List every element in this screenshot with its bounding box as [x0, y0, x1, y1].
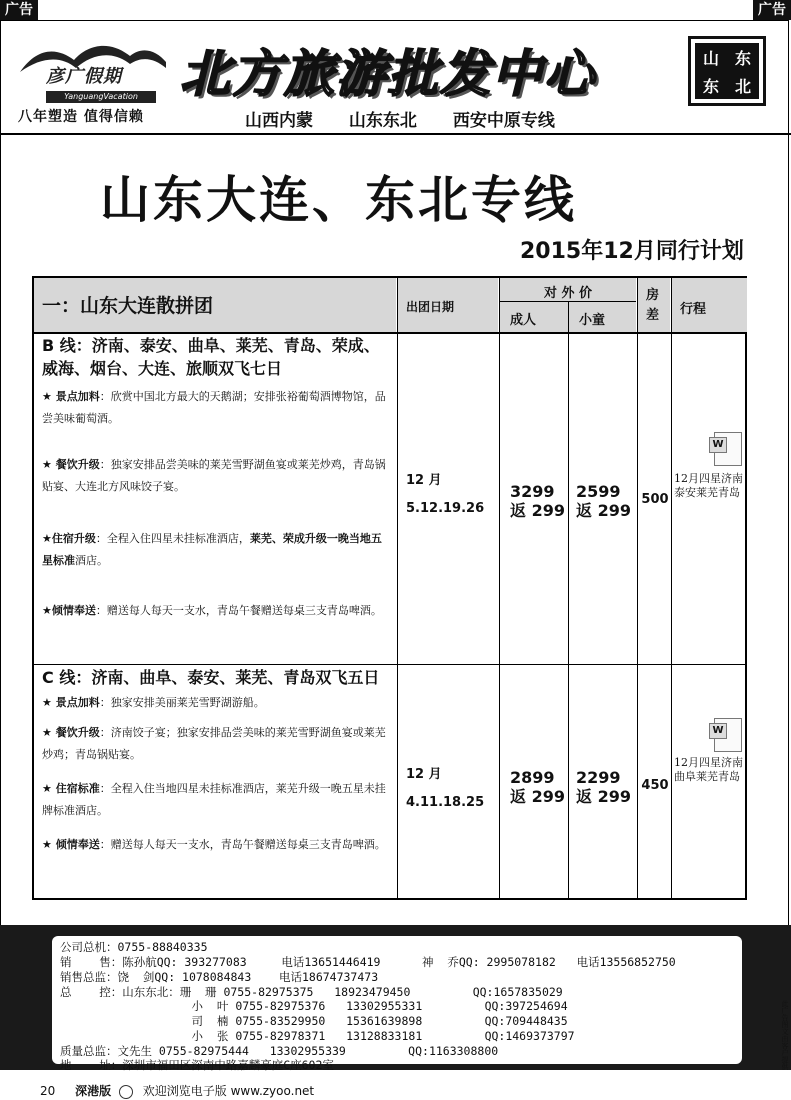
- route-c-feature-1: [42, 692, 390, 714]
- brand-routes: [245, 106, 581, 131]
- section-title: 一：山东大连散拼团: [42, 295, 214, 317]
- stamp-char-4: 北: [734, 76, 751, 96]
- route-c-feature-4-text: ：赠送每人每天一支水，青岛午餐赠送每桌三支青岛啤酒。: [99, 838, 386, 851]
- contact-line-2: 销 售：陈孙航QQ: 393277083 电话13651446419 神 乔QQ: 2995078182 电话13556852750: [60, 955, 676, 969]
- route-c-doc-icon[interactable]: W: [714, 718, 742, 752]
- col-diff-header: 房差: [646, 288, 660, 323]
- col-adult-header: 成人: [510, 313, 537, 328]
- company-logo: [18, 38, 168, 106]
- logo-english-name: YanguangVacation: [46, 91, 156, 103]
- edition-label: 深港版: [75, 1084, 112, 1098]
- route-c-room-diff: 450: [641, 778, 669, 793]
- brand-title: 北方旅游批发中心: [180, 45, 596, 103]
- col-line-3: [568, 301, 569, 898]
- route-c-feature-1-text: ：独家安排美丽莱芜雪野湖游船。: [99, 696, 265, 709]
- route-b-room-diff: 500: [641, 492, 669, 507]
- brand-route-2: 山东东北: [348, 111, 417, 131]
- route-c-name: C 线：济南、曲阜、泰安、莱芜、青岛双飞五日: [42, 668, 380, 687]
- route-c-adult-price: 2899: [510, 768, 555, 787]
- route-c-child-rebate: 返 299: [576, 787, 631, 806]
- route-c-month: 12 月: [406, 767, 442, 782]
- route-b-dates: 5.12.19.26: [406, 501, 485, 516]
- route-b-feature-3-tail: 酒店。: [75, 554, 108, 567]
- route-c-feature-3: [42, 778, 390, 822]
- main-title: 山东大连、东北专线: [100, 171, 577, 229]
- route-b-feature-2: [42, 454, 390, 498]
- ad-tag-left: 广告: [0, 0, 38, 20]
- route-c-feature-4-label: ★ 倾情奉送: [42, 838, 100, 851]
- ad-tag-right: 广告: [753, 0, 791, 20]
- col-child-header: 小童: [579, 313, 606, 328]
- route-c-feature-2-label: ★ 餐饮升级: [42, 726, 100, 739]
- route-b-child-price: 2599: [576, 482, 621, 501]
- col-line-5: [671, 278, 672, 898]
- stamp-char-3: 东: [702, 76, 719, 96]
- stamp-char-2: 东: [734, 48, 751, 68]
- col-line-1: [397, 278, 398, 898]
- route-table: [32, 276, 747, 900]
- route-b-feature-4-label: ★倾情奉送: [42, 604, 96, 617]
- stamp-char-1: 山: [702, 48, 719, 68]
- contact-line-3: 销售总监：饶 剑QQ: 1078084843 电话18674737473: [60, 970, 379, 984]
- route-c-adult-rebate: 返 299: [510, 787, 565, 806]
- slogan: 八年塑造 值得信赖: [18, 109, 144, 125]
- route-b-name: B 线：济南、泰安、曲阜、莱芜、青岛、荣成、威海、烟台、大连、旅顺双飞七日: [42, 336, 380, 378]
- col-price-header: 对 外 价: [543, 286, 593, 301]
- route-b-feature-3-highlight: 莱芜、荣成升级一晚当地五星标准: [42, 532, 382, 567]
- contact-line-8: 质量总监：文先生 0755-82975444 13302955339 QQ:1163308800: [60, 1044, 499, 1058]
- route-b-feature-1-text: ：欣赏中国北方最大的天鹅湖；安排张裕葡萄酒博物馆，品尝美味葡萄酒。: [42, 390, 386, 425]
- route-c-feature-3-text: ：全程入住当地四星未挂标准酒店，莱芜升级一晚五星未挂牌标准酒店。: [42, 782, 386, 817]
- col-line-2: [499, 278, 500, 898]
- route-b-month: 12 月: [406, 473, 442, 488]
- route-b-feature-3: [42, 528, 390, 572]
- route-b-adult-rebate: 返 299: [510, 501, 565, 520]
- route-b-feature-4: [42, 600, 390, 622]
- col-itinerary-header: 行程: [680, 302, 707, 317]
- side-note: 此广告图文由客户提供: [781, 1000, 789, 1070]
- page-number: 20: [40, 1084, 56, 1098]
- route-b-feature-2-label: ★ 餐饮升级: [42, 458, 100, 471]
- site-note[interactable]: 欢迎浏览电子版 www.zyoo.net: [142, 1084, 315, 1098]
- route-c-feature-2: [42, 722, 390, 766]
- contact-line-6: 司 楠 0755-83529950 15361639898 QQ:709448435: [60, 1014, 568, 1028]
- plan-title: 2015年12月同行计划: [520, 239, 744, 264]
- route-c-feature-4: [42, 834, 390, 856]
- route-b-itinerary-file[interactable]: 12月四星济南泰安莱芜青岛: [674, 472, 743, 499]
- route-b-doc-icon[interactable]: W: [714, 432, 742, 466]
- col-line-4: [637, 278, 638, 898]
- region-stamp: [688, 36, 766, 106]
- contact-line-9: 地 址：深圳市福田区深南中路嘉麟豪庭C座602室: [60, 1058, 334, 1072]
- route-b-feature-3-label: ★住宿升级: [42, 532, 96, 545]
- contact-line-7: 小 张 0755-82978371 13128833181 QQ:1469373797: [60, 1029, 575, 1043]
- route-c-feature-3-label: ★ 住宿标准: [42, 782, 100, 795]
- contact-line-5: 小 叶 0755-82975376 13302955331 QQ:397254694: [60, 999, 568, 1013]
- route-b-child-rebate: 返 299: [576, 501, 631, 520]
- route-c-dates: 4.11.18.25: [406, 795, 485, 810]
- top-bar: [0, 0, 791, 20]
- contact-line-1: 公司总机：0755-88840335: [60, 940, 208, 954]
- route-b-feature-1-label: ★ 景点加料: [42, 390, 100, 403]
- route-b-feature-4-text: ：赠送每人每天一支水，青岛午餐赠送每桌三支青岛啤酒。: [95, 604, 382, 617]
- edition-badge-icon: [119, 1085, 133, 1099]
- col-date-header: 出团日期: [406, 300, 455, 314]
- route-c-feature-1-label: ★ 景点加料: [42, 696, 100, 709]
- route-c-itinerary-file[interactable]: 12月四星济南曲阜莱芜青岛: [674, 756, 743, 783]
- route-b-feature-3-text: ：全程入住四星未挂标准酒店，: [95, 532, 250, 545]
- header-divider: [0, 133, 791, 135]
- route-c-feature-2-text: ：济南饺子宴；独家安排品尝美味的莱芜雪野湖鱼宴或莱芜炒鸡；青岛锅贴宴。: [42, 726, 386, 761]
- route-b-adult-price: 3299: [510, 482, 555, 501]
- route-b-feature-2-text: ：独家安排品尝美味的莱芜雪野湖鱼宴或莱芜炒鸡，青岛锅贴宴、大连北方风味饺子宴。: [42, 458, 386, 493]
- row-divider: [34, 664, 745, 665]
- logo-chinese-name: 彦广假期: [46, 66, 122, 87]
- page-footer: [40, 1082, 314, 1099]
- brand-route-3: 西安中原专线: [452, 111, 555, 131]
- brand-route-1: 山西内蒙: [245, 111, 313, 131]
- route-c-child-price: 2299: [576, 768, 621, 787]
- contact-line-4: 总 控：山东东北：珊 珊 0755-82975375 18923479450 QQ:1657835029: [60, 985, 563, 999]
- route-b-feature-1: [42, 386, 390, 430]
